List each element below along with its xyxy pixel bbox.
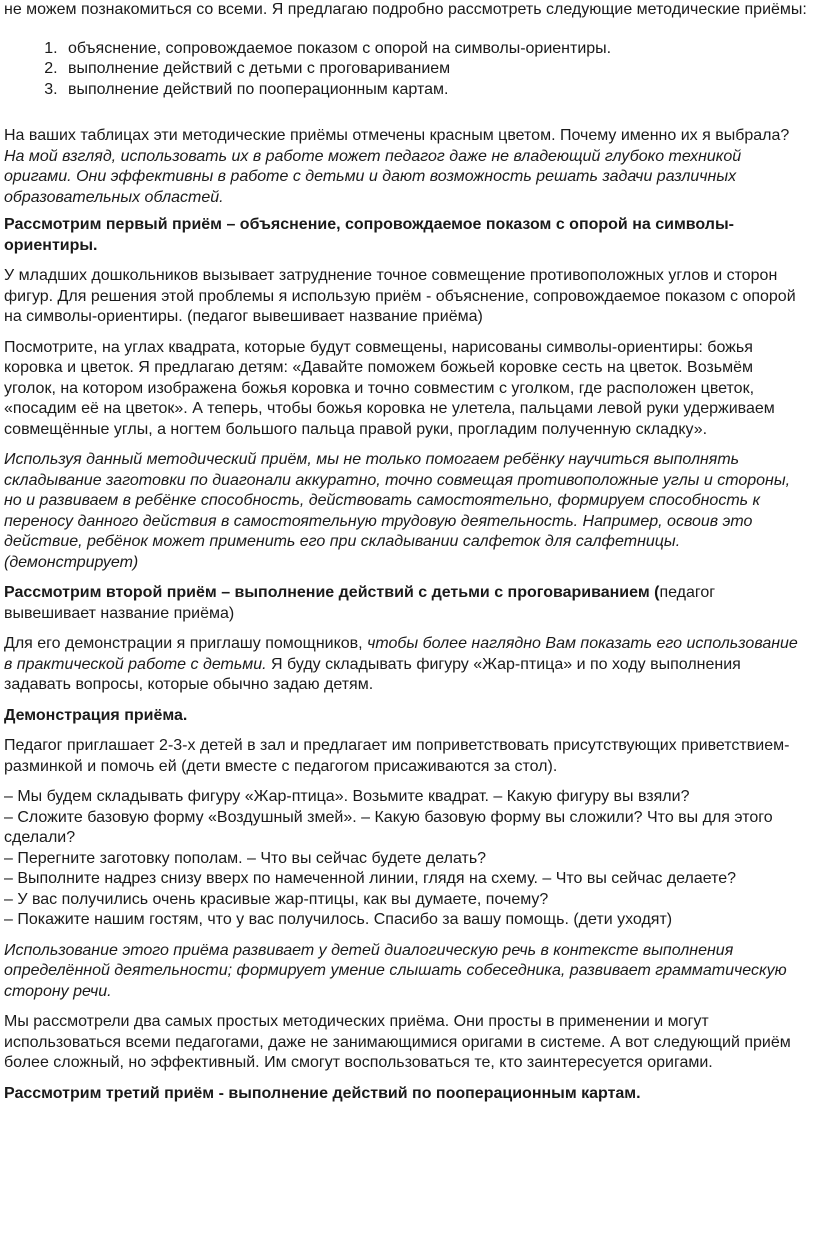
list-item: 3. выполнение действий по пооперационным картам. xyxy=(62,80,808,101)
dialog-line: – Мы будем складывать фигуру «Жар-птица». Возьмите квадрат. – Какую фигуру вы взяли? xyxy=(4,788,690,805)
helpers-text-italic: чтобы более наглядно Вам показать его использование в практической работе с детьми. xyxy=(4,635,798,673)
tables-note-text: На ваших таблицах эти методические приёмы отмечены красным цветом. Почему именно их я выбрала? xyxy=(4,127,790,144)
intro-paragraph: не можем познакомиться со всеми. Я предлагаю подробно рассмотреть следующие методические приёмы: xyxy=(4,1,807,18)
helpers-text-end: Я буду складывать фигуру «Жар-птица» и по ходу выполнения задавать вопросы, которые обычно задаю детям. xyxy=(4,655,741,693)
techniques-list xyxy=(4,39,808,101)
heading-demonstration: Демонстрация приёма. xyxy=(4,706,188,724)
helpers-paragraph xyxy=(4,634,808,696)
summary-paragraph: Мы рассмотрели два самых простых методических приёма. Они просты в применении и могут использоваться всеми педагогами, даже не занимающимися оригами в системе. А вот следующий приём более сложный, но эффективный. Им смогут воспользоваться те, кто заинтересуется оригами. xyxy=(4,1013,791,1071)
list-item: 2. выполнение действий с детьми с проговариванием xyxy=(62,59,808,80)
list-item: 1. объяснение, сопровождаемое показом с опорой на символы-ориентиры. xyxy=(62,39,808,60)
heading-second-technique xyxy=(4,583,808,624)
tables-note-italic: На мой взгляд, использовать их в работе может педагог даже не владеющий глубоко техникой оригами. Они эффективны в работе с детьми и дают возможность решать задачи различных образовательных областей. xyxy=(4,147,742,206)
helpers-text-start: Для его демонстрации я приглашу помощников, xyxy=(4,635,368,652)
dialog-line: – Перегните заготовку пополам. – Что вы сейчас будете делать? xyxy=(4,849,487,867)
dialog-line: – Покажите нашим гостям, что у вас получилось. Спасибо за вашу помощь. (дети уходят) xyxy=(4,911,673,928)
dialog-line: – У вас получились очень красивые жар-птицы, как вы думаете, почему? xyxy=(4,890,549,908)
invite-paragraph: Педагог приглашает 2-3-х детей в зал и предлагает им поприветствовать присутствующих приветствием-разминкой и помочь ей (дети вместе с педагогом присаживаются за стол). xyxy=(4,737,790,775)
heading-first-technique: Рассмотрим первый приём – объяснение, сопровождаемое показом с опорой на символы-ориентиры. xyxy=(4,216,734,254)
tables-note-paragraph xyxy=(4,126,808,208)
heading-second-paren: ( xyxy=(649,584,660,601)
dialog-line: – Сложите базовую форму «Воздушный змей». – Какую базовую форму вы сложили? Что вы для этого сделали? xyxy=(4,808,773,846)
dialog-block xyxy=(4,787,808,931)
italic-paragraph-first: Используя данный методический приём, мы не только помогаем ребёнку научиться выполнять складывание заготовки по диагонали аккуратно, точно совмещая противоположные углы и стороны, но и развиваем в ребёнке способность, действовать самостоятельно, формируем способность к переносу данного действия в самостоятельную трудовую деятельность. Например, освоив это действие, ребёнок может применить его при складывании салфеток для салфетницы. (демонстрирует) xyxy=(4,451,791,571)
heading-third-technique: Рассмотрим третий приём - выполнение действий по пооперационным картам. xyxy=(4,1084,641,1102)
dialog-line: – Выполните надрез снизу вверх по намеченной линии, глядя на схему. – Что вы сейчас делаете? xyxy=(4,870,737,887)
heading-second-bold: Рассмотрим второй приём – выполнение действий с детьми с проговариванием xyxy=(4,584,650,601)
italic-paragraph-second: Использование этого приёма развивает у детей диалогическую речь в контексте выполнения определённой деятельности; формирует умение слышать собеседника, развивает грамматическую сторону речи. xyxy=(4,941,787,1000)
juniors-paragraph: У младших дошкольников вызывает затруднение точное совмещение противоположных углов и сторон фигур. Для решения этой проблемы я использую приём - объяснение, сопровождаемое показом с опорой на символы-ориентиры. (педагог вывешивает название приёма) xyxy=(4,267,796,325)
square-paragraph: Посмотрите, на углах квадрата, которые будут совмещены, нарисованы символы-ориентиры: божья коровка и цветок. Я предлагаю детям: «Давайте поможем божьей коровке сесть на цветок. Возьмём уголок, на котором изображена божья коровка и точно совместим с уголком, где расположен цветок, «посадим её на цветок». А теперь, чтобы божья коровка не улетела, пальцами левой руки удерживаем совмещённые углы, а ногтем большого пальца правой руки, прогладим полученную складку». xyxy=(4,338,775,438)
heading-second-plain: педагог вывешивает название приёма) xyxy=(4,584,716,622)
